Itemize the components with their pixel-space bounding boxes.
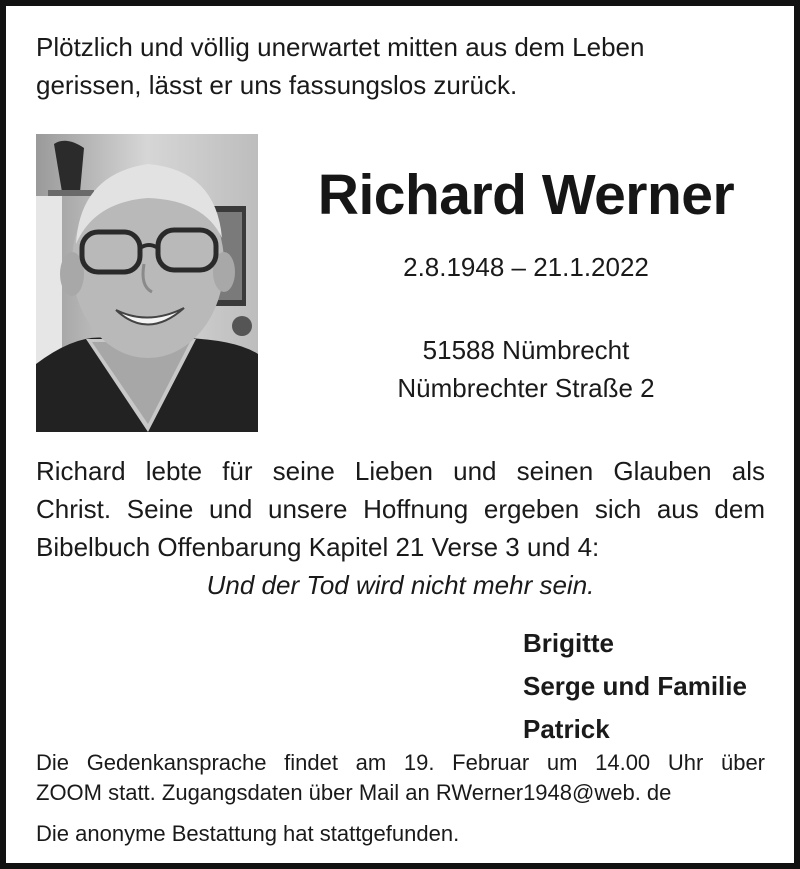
mourner-name: Patrick [523, 714, 610, 744]
address-street: Nümbrechter Straße 2 [397, 373, 655, 403]
intro-line-1: Plötzlich und völlig unerwartet mitten aus dem Leben [36, 32, 645, 62]
portrait-photo-icon [36, 134, 258, 432]
address-city: 51588 Nümbrecht [422, 335, 630, 365]
bible-quote: Und der Tod wird nicht mehr sein. [206, 570, 595, 600]
faith-line-1: Richard lebte für seine Lieben und seinen Glauben als [36, 456, 765, 486]
memorial-line-2: ZOOM statt. Zugangsdaten über Mail an RWerner1948@web. de [36, 780, 672, 805]
faith-line-3: Bibelbuch Offenbarung Kapitel 21 Verse 3 und 4: [36, 532, 600, 562]
address-block [276, 331, 776, 407]
memorial-notice [36, 748, 765, 808]
faith-line-2: Christ. Seine und unsere Hoffnung ergeben sich aus dem [36, 494, 765, 524]
mourner-name: Brigitte [523, 628, 614, 658]
life-dates: 2.8.1948 – 21.1.2022 [403, 252, 649, 282]
faith-paragraph [36, 452, 765, 566]
memorial-line-1: Die Gedenkansprache findet am 19. Februar um 14.00 Uhr über [36, 750, 765, 775]
burial-notice: Die anonyme Bestattung hat stattgefunden. [36, 821, 460, 846]
mourners-list [523, 622, 747, 751]
portrait-photo [36, 134, 258, 432]
deceased-name: Richard Werner [317, 163, 735, 227]
intro-line-2: gerissen, lässt er uns fassungslos zurück. [36, 70, 518, 100]
intro-text [36, 28, 756, 104]
mourner-name: Serge und Familie [523, 671, 747, 701]
